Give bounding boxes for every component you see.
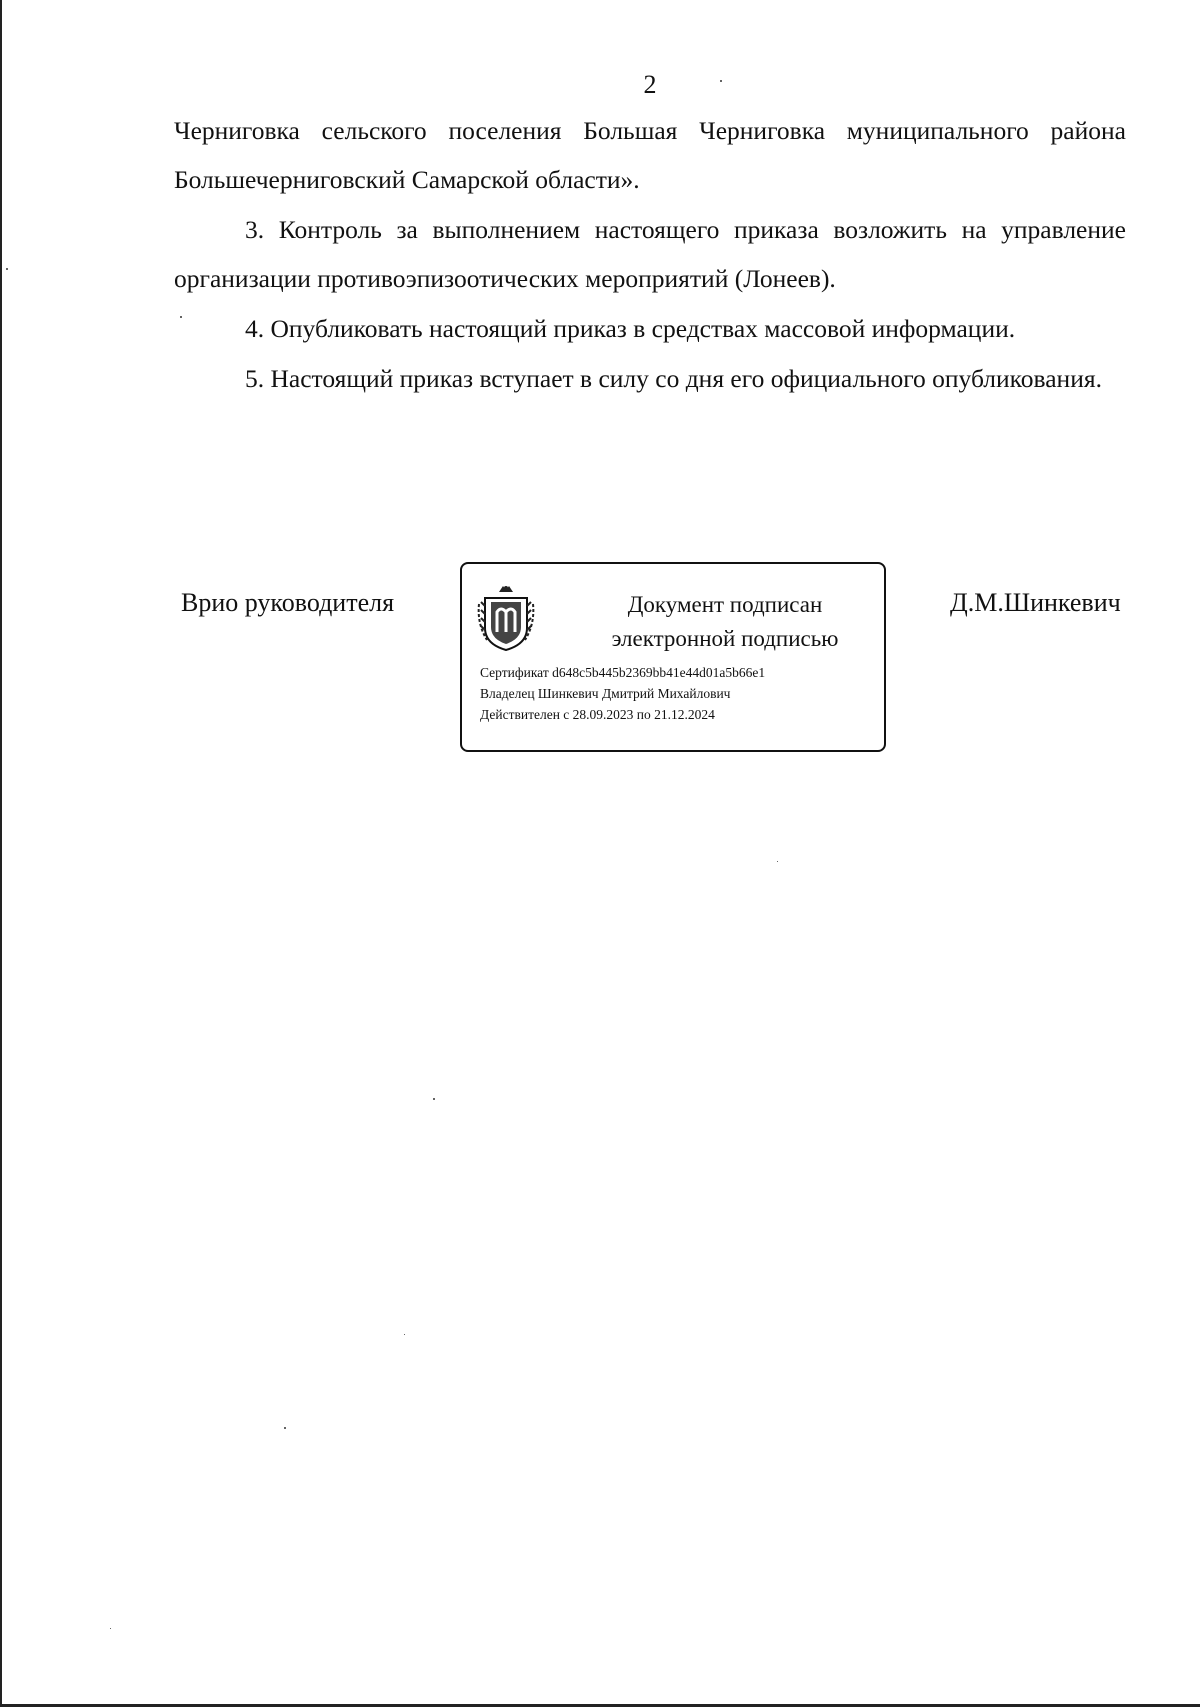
stamp-title-line-1: Документ подписан bbox=[627, 592, 823, 617]
paragraph-3: 3. Контроль за выполнением настоящего приказа возложить на управление организации противоэпизоотических мероприятий (Лонеев). bbox=[174, 215, 1126, 293]
scan-speck bbox=[180, 316, 182, 318]
stamp-details bbox=[480, 662, 765, 725]
document-body bbox=[174, 106, 1126, 403]
signer-position: Врио руководителя bbox=[181, 588, 395, 617]
electronic-signature-stamp bbox=[460, 562, 886, 752]
stamp-owner: Владелец Шинкевич Дмитрий Михайлович bbox=[480, 686, 731, 701]
stamp-title bbox=[580, 588, 870, 656]
scan-speck bbox=[284, 1427, 286, 1429]
paragraph-continuation: Черниговка сельского поселения Большая Черниговка муниципального района Большечерниговский Самарской области». bbox=[174, 116, 1126, 194]
page-number: 2 bbox=[643, 70, 657, 99]
scan-speck bbox=[404, 1334, 405, 1335]
scan-speck bbox=[110, 1628, 111, 1629]
paragraph-4: 4. Опубликовать настоящий приказ в средствах массовой информации. bbox=[245, 314, 1016, 343]
scan-left-edge bbox=[0, 0, 2, 1707]
scan-speck bbox=[777, 861, 778, 862]
scan-speck bbox=[720, 80, 722, 82]
scan-speck bbox=[6, 268, 8, 270]
stamp-certificate: Сертификат d648c5b445b2369bb41e44d01a5b66e1 bbox=[480, 665, 766, 680]
paragraph-5: 5. Настоящий приказ вступает в силу со дня его официального опубликования. bbox=[245, 364, 1102, 393]
samara-region-coat-of-arms-icon bbox=[477, 584, 535, 652]
stamp-validity: Действителен с 28.09.2023 по 21.12.2024 bbox=[480, 707, 715, 722]
stamp-title-line-2: электронной подписью bbox=[611, 626, 839, 651]
scan-speck bbox=[433, 1098, 435, 1100]
signer-name: Д.М.Шинкевич bbox=[950, 588, 1121, 617]
